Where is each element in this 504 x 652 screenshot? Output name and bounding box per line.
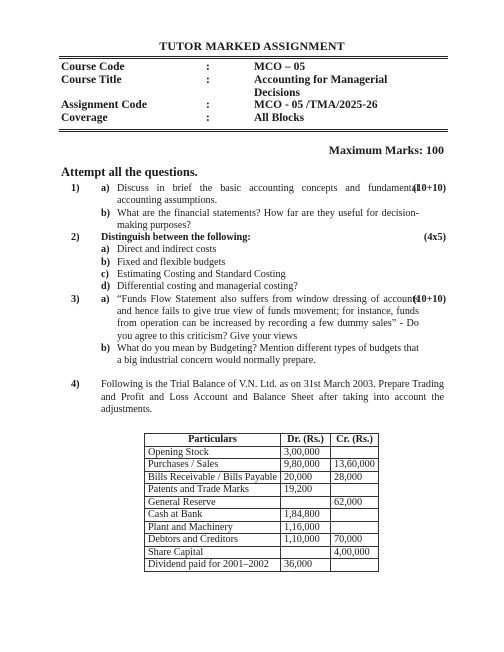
- cell-debit: 1,84,800: [281, 509, 331, 522]
- sub-question: [0, 244, 504, 256]
- cell-debit: [281, 496, 331, 509]
- sub-question: [0, 343, 504, 368]
- cell-credit: [331, 521, 379, 534]
- info-value: MCO – 05: [254, 61, 306, 73]
- table-row: [145, 496, 379, 509]
- sub-question-label: d): [101, 281, 111, 293]
- sub-question-label: c): [101, 269, 109, 281]
- question-number: 1): [71, 183, 80, 194]
- sub-question-label: a): [101, 244, 110, 256]
- questions-list: [0, 183, 504, 416]
- info-key: Assignment Code: [61, 99, 147, 112]
- cell-credit: 13,60,000: [331, 459, 379, 472]
- trial-balance-table: [144, 433, 379, 572]
- question-number: 2): [71, 232, 80, 244]
- table-row: [145, 446, 379, 459]
- cell-debit: 20,000: [281, 471, 331, 484]
- info-key: [61, 87, 206, 100]
- sub-question-label: b): [101, 256, 111, 268]
- cell-credit: 70,000: [331, 534, 379, 547]
- cell-credit: 28,000: [331, 471, 379, 484]
- cell-credit: [331, 559, 379, 572]
- sub-question-text: “Funds Flow Statement also suffers from window dressing of accounts and hence fails to give true view of funds movement; for instance, funds from operation can be increased by recording a few dummy sales” - Do you agree to this criticism? Give your views: [117, 293, 419, 342]
- sub-question: [0, 281, 504, 293]
- table-row: [145, 534, 379, 547]
- question-marks: (4x5): [423, 232, 446, 244]
- sub-question-label: b): [101, 207, 111, 219]
- question-heading: Distinguish between the following:: [101, 232, 251, 244]
- cell-credit: [331, 509, 379, 522]
- sub-question: [0, 208, 504, 233]
- info-key: Course Code: [61, 61, 125, 73]
- cell-debit: 9,80,000: [281, 459, 331, 472]
- info-colon: :: [206, 73, 210, 86]
- table-row: [145, 559, 379, 572]
- header-rule-bottom-double: [59, 131, 448, 132]
- instruction-heading: Attempt all the questions.: [61, 165, 198, 179]
- info-value: MCO - 05 /TMA/2025-26: [254, 99, 378, 112]
- info-colon: :: [206, 99, 210, 112]
- question-marks: (10+10): [413, 293, 446, 305]
- info-key: Coverage: [61, 112, 108, 125]
- sub-question: [0, 294, 504, 343]
- info-colon: :: [206, 112, 210, 125]
- sub-question-label: b): [101, 342, 111, 354]
- sub-question-text: Discuss in brief the basic accounting concepts and fundamental accounting assumptions.: [117, 183, 419, 207]
- table-row: [145, 471, 379, 484]
- info-row-assignment-code: [61, 99, 445, 112]
- header-rule-bottom: [59, 129, 448, 130]
- question-text: Following is the Trial Balance of V.N. Ltd. as on 31st March 2003. Prepare Trading and Profit and Loss Account and Balance Sheet after taking into account the adjustments.: [101, 379, 444, 416]
- cell-debit: 1,16,000: [281, 521, 331, 534]
- cell-debit: 19,200: [281, 484, 331, 497]
- info-colon: [206, 87, 254, 100]
- sub-question-text: Direct and indirect costs: [117, 244, 217, 256]
- question-2: [0, 232, 504, 293]
- info-row-coverage: [61, 112, 445, 125]
- table-row: [145, 546, 379, 559]
- table-row: [145, 521, 379, 534]
- question-marks: (10+10): [413, 183, 446, 194]
- info-key: Course Title: [61, 73, 122, 86]
- course-info-block: [61, 61, 445, 125]
- table-row: [145, 509, 379, 522]
- question-number: 4): [71, 379, 80, 391]
- header-rule-top-double: [59, 58, 448, 59]
- column-header-particulars: Particulars: [145, 434, 281, 447]
- sub-question-label: a): [101, 183, 110, 194]
- cell-debit: [281, 546, 331, 559]
- document-title: TUTOR MARKED ASSIGNMENT: [159, 39, 345, 53]
- maximum-marks: Maximum Marks: 100: [328, 143, 444, 157]
- question-number: 3): [71, 293, 80, 305]
- cell-credit: 4,00,000: [331, 546, 379, 559]
- column-header-credit: Cr. (Rs.): [331, 434, 379, 447]
- info-value: Accounting for Managerial: [254, 73, 388, 86]
- sub-question-text: Estimating Costing and Standard Costing: [117, 269, 286, 281]
- cell-debit: 36,000: [281, 559, 331, 572]
- cell-particulars: Cash at Bank: [145, 509, 281, 522]
- cell-credit: 62,000: [331, 496, 379, 509]
- column-header-debit: Dr. (Rs.): [281, 434, 331, 447]
- cell-credit: [331, 484, 379, 497]
- cell-debit: 3,00,000: [281, 446, 331, 459]
- sub-question-label: a): [101, 293, 110, 305]
- cell-particulars: Debtors and Creditors: [145, 534, 281, 547]
- cell-credit: [331, 446, 379, 459]
- cell-particulars: Share Capital: [145, 546, 281, 559]
- sub-question: [0, 257, 504, 269]
- info-colon: :: [206, 61, 210, 73]
- info-value: All Blocks: [254, 112, 305, 125]
- cell-particulars: Opening Stock: [145, 446, 281, 459]
- sub-question-text: What do you mean by Budgeting? Mention different types of budgets that a big industrial concern would normally prepare.: [117, 342, 419, 367]
- info-value: Decisions: [254, 86, 300, 99]
- header-rule-top: [59, 56, 448, 57]
- question-4: [0, 379, 504, 416]
- cell-particulars: Dividend paid for 2001–2002: [145, 559, 281, 572]
- table-header-row: [145, 434, 379, 447]
- question-3: [0, 294, 504, 368]
- cell-particulars: General Reserve: [145, 496, 281, 509]
- table-row: [145, 484, 379, 497]
- sub-question-text: Differential costing and managerial costing?: [117, 281, 298, 293]
- cell-particulars: Patents and Trade Marks: [145, 484, 281, 497]
- sub-question: [0, 183, 504, 208]
- info-row-course-title: [61, 74, 445, 87]
- table-row: [145, 459, 379, 472]
- info-row-course-title-cont: [61, 87, 445, 100]
- cell-particulars: Purchases / Sales: [145, 459, 281, 472]
- cell-particulars: Bills Receivable / Bills Payable: [145, 471, 281, 484]
- info-row-course-code: [61, 61, 445, 74]
- sub-question-text: Fixed and flexible budgets: [117, 256, 226, 268]
- sub-question: [0, 269, 504, 281]
- question-1: [0, 183, 504, 232]
- sub-question-text: What are the financial statements? How far are they useful for decision-making purposes?: [117, 207, 419, 231]
- cell-debit: 1,10,000: [281, 534, 331, 547]
- cell-particulars: Plant and Machinery: [145, 521, 281, 534]
